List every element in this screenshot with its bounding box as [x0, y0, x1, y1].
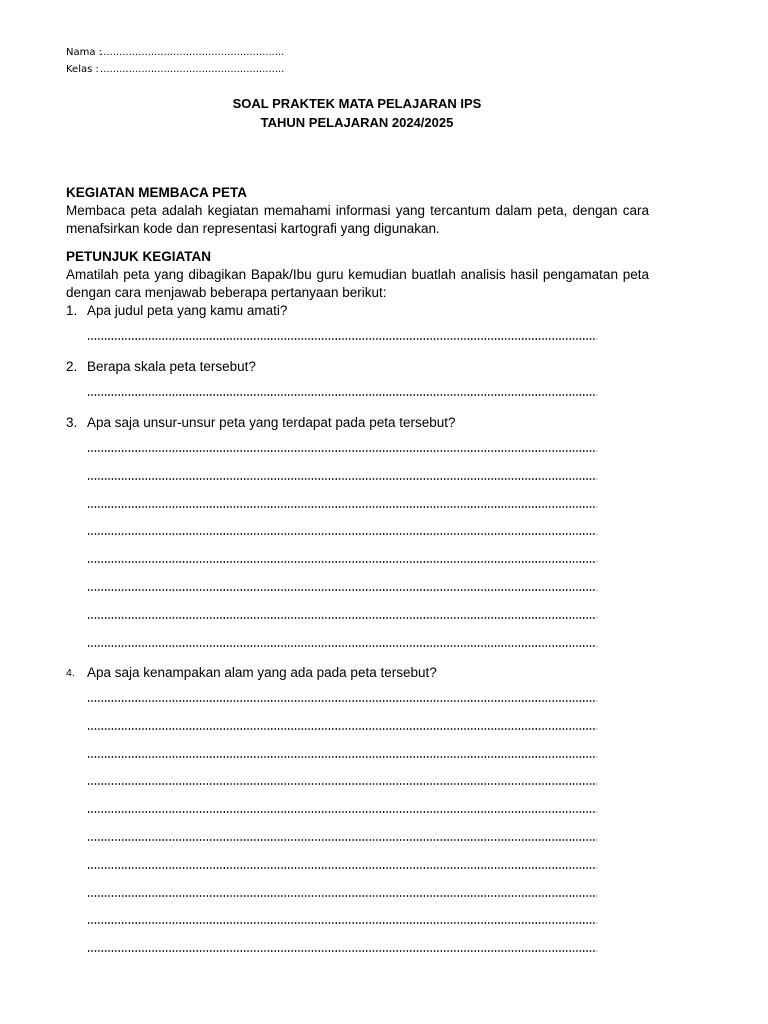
answer-dotted-line[interactable]	[87, 617, 597, 619]
answer-dotted-line[interactable]	[87, 533, 597, 535]
answer-dotted-line[interactable]	[87, 450, 597, 452]
answer-dotted-line[interactable]	[87, 394, 597, 396]
answer-dotted-line[interactable]	[87, 506, 597, 508]
question-2	[66, 358, 256, 376]
answer-dotted-line[interactable]	[87, 895, 597, 897]
question-number: 2.	[66, 359, 78, 374]
section-heading-reading-map: KEGIATAN MEMBACA PETA	[66, 185, 247, 200]
question-text: Apa saja unsur-unsur peta yang terdapat pada peta tersebut?	[87, 415, 456, 430]
answer-dotted-line[interactable]	[87, 561, 597, 563]
student-identity-fields	[66, 44, 284, 78]
document-title	[0, 94, 714, 132]
class-field-line	[66, 61, 284, 78]
answer-dotted-line[interactable]	[87, 867, 597, 869]
title-line-1: SOAL PRAKTEK MATA PELAJARAN IPS	[232, 96, 482, 111]
class-fill-dots: ..........................................................	[100, 64, 285, 75]
answer-dotted-line[interactable]	[87, 700, 597, 702]
title-line-2: TAHUN PELAJARAN 2024/2025	[260, 115, 454, 130]
section-text-instructions: Amatilah peta yang dibagikan Bapak/Ibu guru kemudian buatlah analisis hasil pengamatan peta dengan cara menjawab beberapa pertanyaan berikut:	[66, 267, 649, 300]
answer-dotted-line[interactable]	[87, 922, 597, 924]
answer-dotted-line[interactable]	[87, 811, 597, 813]
question-4	[66, 664, 437, 682]
question-number: 1.	[66, 303, 78, 318]
answer-dotted-line[interactable]	[87, 728, 597, 730]
question-text: Apa saja kenampakan alam yang ada pada peta tersebut?	[87, 665, 437, 680]
section-text-reading-map: Membaca peta adalah kegiatan memahami informasi yang tercantum dalam peta, dengan cara menafsirkan kode dan representasi kartografi yang digunakan.	[66, 203, 649, 236]
answer-dotted-line[interactable]	[87, 756, 597, 758]
answer-dotted-line[interactable]	[87, 589, 597, 591]
question-1	[66, 302, 287, 320]
name-field-line	[66, 44, 284, 61]
answer-dotted-line[interactable]	[87, 645, 597, 647]
question-number: 4.	[66, 667, 75, 679]
name-label: Nama :	[66, 47, 103, 58]
answer-dotted-line[interactable]	[87, 783, 597, 785]
section-heading-instructions: PETUNJUK KEGIATAN	[66, 249, 212, 264]
name-fill-dots: ..........................................................	[100, 47, 285, 58]
question-text: Berapa skala peta tersebut?	[87, 359, 256, 374]
answer-dotted-line[interactable]	[87, 839, 597, 841]
question-3	[66, 414, 456, 432]
question-number: 3.	[66, 415, 78, 430]
answer-dotted-line[interactable]	[87, 950, 597, 952]
question-text: Apa judul peta yang kamu amati?	[87, 303, 288, 318]
class-label: Kelas :	[66, 64, 99, 75]
answer-dotted-line[interactable]	[87, 338, 597, 340]
answer-dotted-line[interactable]	[87, 478, 597, 480]
